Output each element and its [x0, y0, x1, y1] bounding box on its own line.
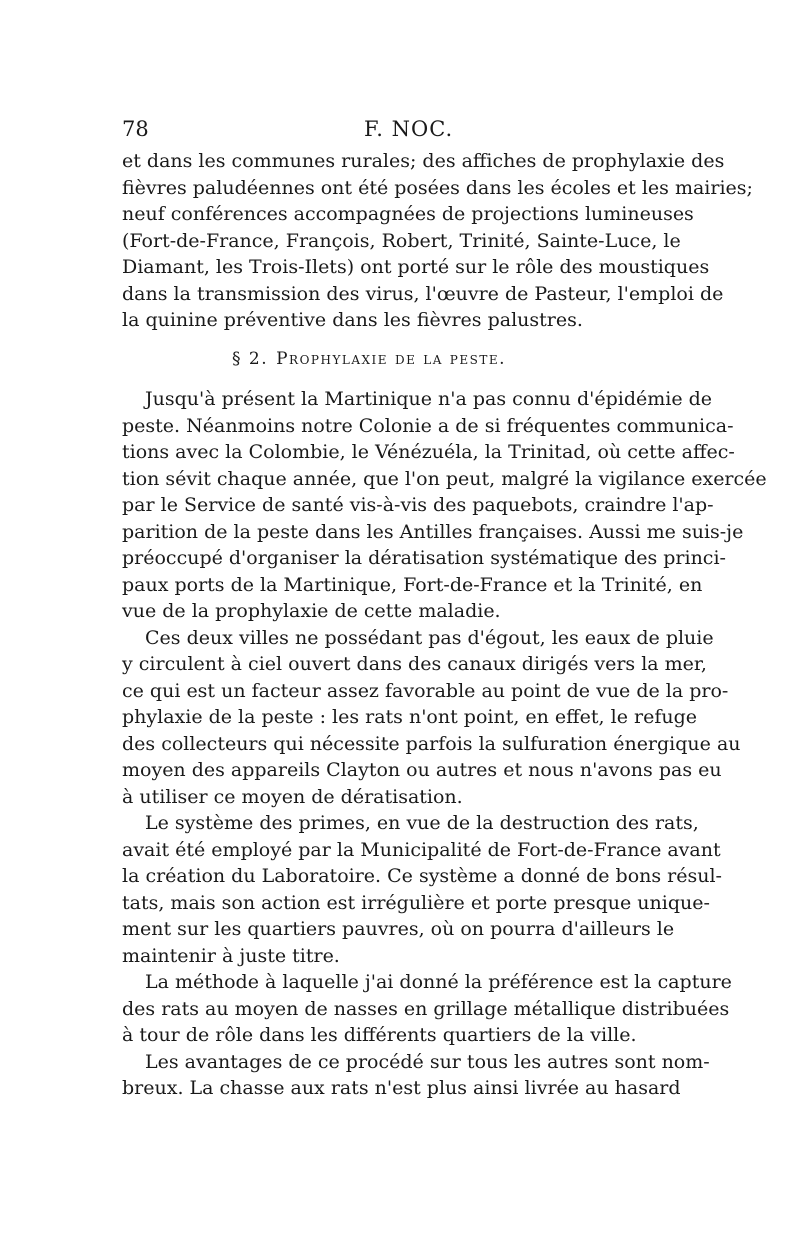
text-line: la création du Laboratoire. Ce système a donné de bons résul- — [122, 865, 722, 887]
text-line: ment sur les quartiers pauvres, où on pourra d'ailleurs le — [122, 918, 675, 940]
section-heading — [122, 346, 656, 373]
text-line: avait été employé par la Municipalité de Fort-de-France avant — [122, 838, 721, 861]
page-number: 78 — [122, 117, 149, 141]
text-line: à utiliser ce moyen de dératisation. — [122, 785, 463, 808]
text-line: breux. La chasse aux rats n'est plus ainsi livrée au hasard — [122, 1077, 681, 1099]
text-line: tion sévit chaque année, que l'on peut, malgré la vigilance exercée — [122, 467, 767, 490]
running-head — [122, 116, 658, 142]
text-line: parition de la peste dans les Antilles françaises. Aussi me suis-je — [122, 520, 744, 543]
text-line: paux ports de la Martinique, Fort-de-France et la Trinité, en — [122, 573, 703, 596]
text-line: la quinine préventive dans les fièvres palustres. — [122, 309, 583, 331]
text-line: à tour de rôle dans les différents quartiers de la ville. — [122, 1024, 637, 1046]
text-line: phylaxie de la peste : les rats n'ont point, en effet, le refuge — [122, 706, 697, 728]
text-line: ce qui est un facteur assez favorable au point de vue de la pro- — [122, 679, 729, 702]
text-line: des rats au moyen de nasses en grillage métallique distribuées — [122, 997, 730, 1020]
text-line: et dans les communes rurales; des affiches de prophylaxie des — [122, 150, 725, 172]
text-line: Les avantages de ce procédé sur tous les autres sont nom- — [145, 1050, 710, 1073]
text-line: Jusqu'à présent la Martinique n'a pas connu d'épidémie de — [145, 388, 713, 410]
text-line: La méthode à laquelle j'ai donné la préférence est la capture — [145, 971, 732, 993]
text-line: fièvres paludéennes ont été posées dans les écoles et les mairies; — [122, 176, 753, 199]
text-line: Diamant, les Trois-Ilets) ont porté sur le rôle des moustiques — [122, 256, 710, 278]
text-line: préoccupé d'organiser la dératisation systématique des princi- — [122, 547, 726, 569]
text-line: peste. Néanmoins notre Colonie a de si fréquentes communica- — [122, 414, 734, 437]
text-line: neuf conférences accompagnées de projections lumineuses — [122, 203, 694, 225]
text-line: vue de la prophylaxie de cette maladie. — [122, 600, 501, 622]
text-line: tions avec la Colombie, le Vénézuéla, la Trinitad, où cette affec- — [122, 441, 735, 463]
text-line: y circulent à ciel ouvert dans des canaux dirigés vers la mer, — [122, 653, 707, 675]
text-line: maintenir à juste titre. — [122, 944, 340, 967]
text-line: (Fort-de-France, François, Robert, Trinité, Sainte-Luce, le — [122, 229, 681, 252]
text-line: par le Service de santé vis-à-vis des paquebots, craindre l'ap- — [122, 494, 714, 516]
section-title: Prophylaxie de la peste. — [276, 348, 507, 369]
text-line: dans la transmission des virus, l'œuvre de Pasteur, l'emploi de — [122, 282, 724, 305]
text-line: Ces deux villes ne possédant pas d'égout, les eaux de pluie — [145, 626, 714, 649]
text-line: tats, mais son action est irrégulière et porte presque unique- — [122, 891, 710, 914]
section-symbol: § 2. — [231, 348, 269, 369]
text-line: des collecteurs qui nécessite parfois la sulfuration énergique au — [122, 732, 741, 755]
text-line: Le système des primes, en vue de la destruction des rats, — [145, 812, 699, 834]
text-line: moyen des appareils Clayton ou autres et nous n'avons pas eu — [122, 759, 722, 781]
running-title: F. NOC. — [364, 117, 454, 141]
